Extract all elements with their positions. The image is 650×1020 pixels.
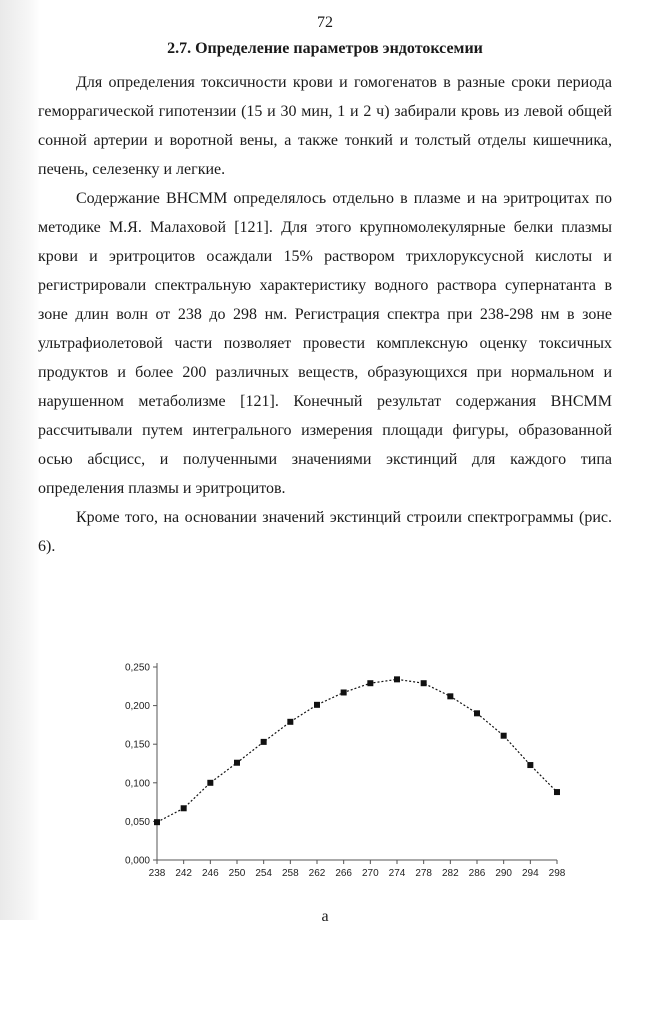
data-point	[394, 676, 400, 682]
data-point	[181, 805, 187, 811]
x-tick-label: 286	[468, 868, 486, 879]
data-point	[474, 710, 480, 716]
scan-edge-shadow	[0, 0, 40, 920]
data-point	[341, 689, 347, 695]
body-text	[38, 68, 612, 561]
data-point	[367, 680, 373, 686]
y-tick-label: 0,250	[124, 662, 150, 674]
x-tick-label: 238	[148, 868, 166, 879]
data-point	[261, 739, 267, 745]
data-point	[421, 680, 427, 686]
figure-caption: а	[321, 908, 329, 925]
data-point	[207, 780, 213, 786]
y-tick-label: 0,050	[124, 816, 150, 828]
data-point	[527, 762, 533, 768]
x-tick-label: 294	[521, 868, 539, 879]
x-tick-label: 270	[361, 868, 379, 879]
y-tick-label: 0,200	[124, 701, 150, 713]
x-tick-label: 282	[441, 868, 459, 879]
data-point	[554, 789, 560, 795]
page-number: 72	[317, 14, 333, 31]
spectrogram-chart	[100, 655, 580, 885]
x-tick-label: 290	[495, 868, 513, 879]
paragraph-spectrograms: Кроме того, на основании значений экстинций строили спектрограммы (рис. 6).	[38, 509, 612, 555]
x-tick-label: 298	[548, 868, 566, 879]
data-point	[447, 693, 453, 699]
x-tick-label: 262	[308, 868, 326, 879]
y-tick-label: 0,150	[124, 739, 150, 751]
x-tick-label: 278	[415, 868, 433, 879]
section-heading: 2.7. Определение параметров эндотоксемии	[167, 40, 483, 57]
data-point	[154, 819, 160, 825]
x-tick-label: 274	[388, 868, 406, 879]
data-point	[314, 702, 320, 708]
y-tick-label: 0,100	[124, 778, 150, 790]
paragraph-toxicity-sampling: Для определения токсичности крови и гомогенатов в разные сроки периода геморрагической гипотензии (15 и 30 мин, 1 и 2 ч) забирали кровь из левой общей сонной артерии и воротной вены, а также тонкий и толстый отделы кишечника, печень, селезенку и легкие.	[38, 74, 612, 178]
paragraph-vnsmm-method: Содержание ВНСММ определялось отдельно в плазме и на эритроцитах по методике М.Я. Малаховой [121]. Для этого крупномолекулярные белки плазмы крови и эритроцитов осаждали 15% раствором трихлоруксусной кислоты и регистрировали спектральную характеристику водного раствора супернатанта в зоне длин волн от 238 до 298 нм. Регистрация спектра при 238-298 нм в зоне ультрафиолетовой части позволяет провести комплексную оценку токсичных продуктов и более 200 различных веществ, образующихся при нормальном и нарушенном метаболизме [121]. Конечный результат содержания ВНСММ рассчитывали путем интегрального измерения площади фигуры, образованной осью абсцисс, и полученными значениями экстинций для каждого типа определения плазмы и эритроцитов.	[38, 190, 612, 497]
data-point	[287, 719, 293, 725]
x-tick-label: 246	[201, 868, 219, 879]
x-tick-label: 266	[335, 868, 353, 879]
series-line	[157, 679, 557, 822]
spectrogram-svg	[100, 655, 580, 885]
data-point	[501, 733, 507, 739]
y-tick-label: 0,000	[124, 855, 150, 867]
x-tick-label: 242	[175, 868, 193, 879]
x-tick-label: 250	[228, 868, 246, 879]
data-point	[234, 760, 240, 766]
x-tick-label: 258	[281, 868, 299, 879]
x-tick-label: 254	[255, 868, 273, 879]
